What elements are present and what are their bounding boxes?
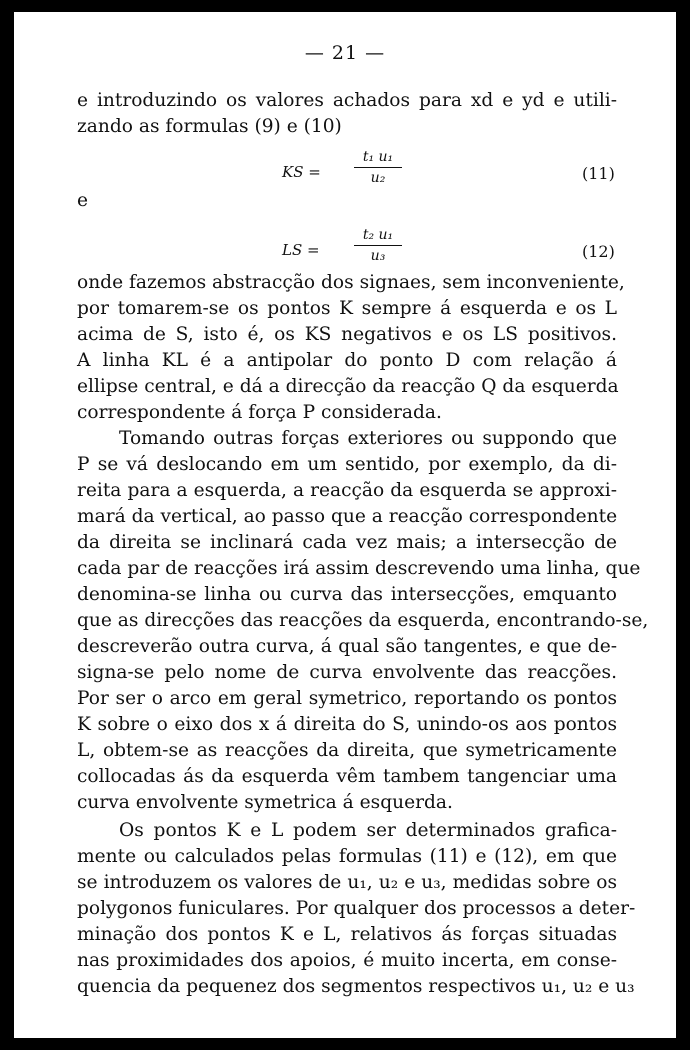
text-line: por tomarem-se os pontos K sempre á esquerda e os L <box>77 298 617 319</box>
text-line: e introduzindo os valores achados para xd e yd e utili- <box>77 90 617 111</box>
text-line: ellipse central, e dá a direcção da reacção Q da esquerda <box>77 376 619 397</box>
text-line: Por ser o arco em geral symetrico, reportando os pontos <box>77 688 617 709</box>
text-line: polygonos funiculares. Por qualquer dos processos a deter- <box>77 898 636 919</box>
text-line: zando as formulas (9) e (10) <box>77 116 342 137</box>
equation-fraction <box>354 226 402 265</box>
page-number: — 21 — <box>304 42 386 64</box>
text-line: L, obtem-se as reacções da direita, que symetricamente <box>77 740 617 761</box>
equation-number: (11) <box>582 164 615 183</box>
fraction-bar <box>354 245 402 246</box>
text-line: mará da vertical, ao passo que a reacção correspondente <box>77 506 618 527</box>
text-line: minação dos pontos K e L, relativos ás forças situadas <box>77 924 617 945</box>
text-line: denomina-se linha ou curva das intersecções, emquanto <box>77 584 617 605</box>
text-line: acima de S, isto é, os KS negativos e os LS positivos. <box>77 324 617 345</box>
equation-12 <box>14 226 676 276</box>
fraction-denominator: u₃ <box>370 248 386 264</box>
text-line: collocadas ás da esquerda vêm tambem tangenciar uma <box>77 766 617 787</box>
text-line: mente ou calculados pelas formulas (11) e (12), em que <box>77 846 617 867</box>
text-line: descreverão outra curva, á qual são tangentes, e que de- <box>77 636 617 657</box>
text-line: onde fazemos abstracção dos signaes, sem inconveniente, <box>77 272 625 293</box>
paragraph-3 <box>77 426 649 816</box>
text-line: que as direcções das reacções da esquerda, encontrando-se, <box>77 610 649 631</box>
fraction-numerator: t₂ u₁ <box>362 227 394 243</box>
text-line: da direita se inclinará cada vez mais; a intersecção de <box>77 532 617 553</box>
fraction-numerator: t₁ u₁ <box>362 149 394 165</box>
paragraph-4 <box>77 818 636 1000</box>
paragraph-1 <box>77 88 617 140</box>
fraction-bar <box>354 167 402 168</box>
text-line: se introduzem os valores de u₁, u₂ e u₃, medidas sobre os <box>77 872 617 893</box>
text-line: signa-se pelo nome de curva envolvente das reacções. <box>77 662 617 683</box>
equation-11 <box>14 148 676 198</box>
text-line: reita para a esquerda, a reacção da esquerda se approxi- <box>77 480 617 501</box>
paragraph-2 <box>77 270 625 426</box>
text-line: correspondente á força P considerada. <box>77 402 442 423</box>
equation-number: (12) <box>582 242 615 261</box>
text-line: A linha KL é a antipolar do ponto D com relação á <box>77 350 617 371</box>
text-line: nas proximidades dos apoios, é muito incerta, em conse- <box>77 950 617 971</box>
equation-fraction <box>354 148 402 187</box>
text-line: cada par de reacções irá assim descrevendo uma linha, que <box>77 558 641 579</box>
text-line: Tomando outras forças exteriores ou suppondo que <box>119 428 617 449</box>
text-line: P se vá deslocando em um sentido, por exemplo, da di- <box>77 454 617 475</box>
fraction-denominator: u₂ <box>370 170 386 186</box>
text-line: curva envolvente symetrica á esquerda. <box>77 792 453 813</box>
text-line: Os pontos K e L podem ser determinados grafica- <box>119 820 617 841</box>
text-line: K sobre o eixo dos x á direita do S, unindo-os aos pontos <box>77 714 617 735</box>
equation-lhs: LS = <box>282 241 320 259</box>
equation-lhs: KS = <box>282 163 321 181</box>
book-page <box>14 12 676 1038</box>
text-line: quencia da pequenez dos segmentos respectivos u₁, u₂ e u₃ <box>77 976 635 997</box>
conjunction: e <box>77 190 89 211</box>
